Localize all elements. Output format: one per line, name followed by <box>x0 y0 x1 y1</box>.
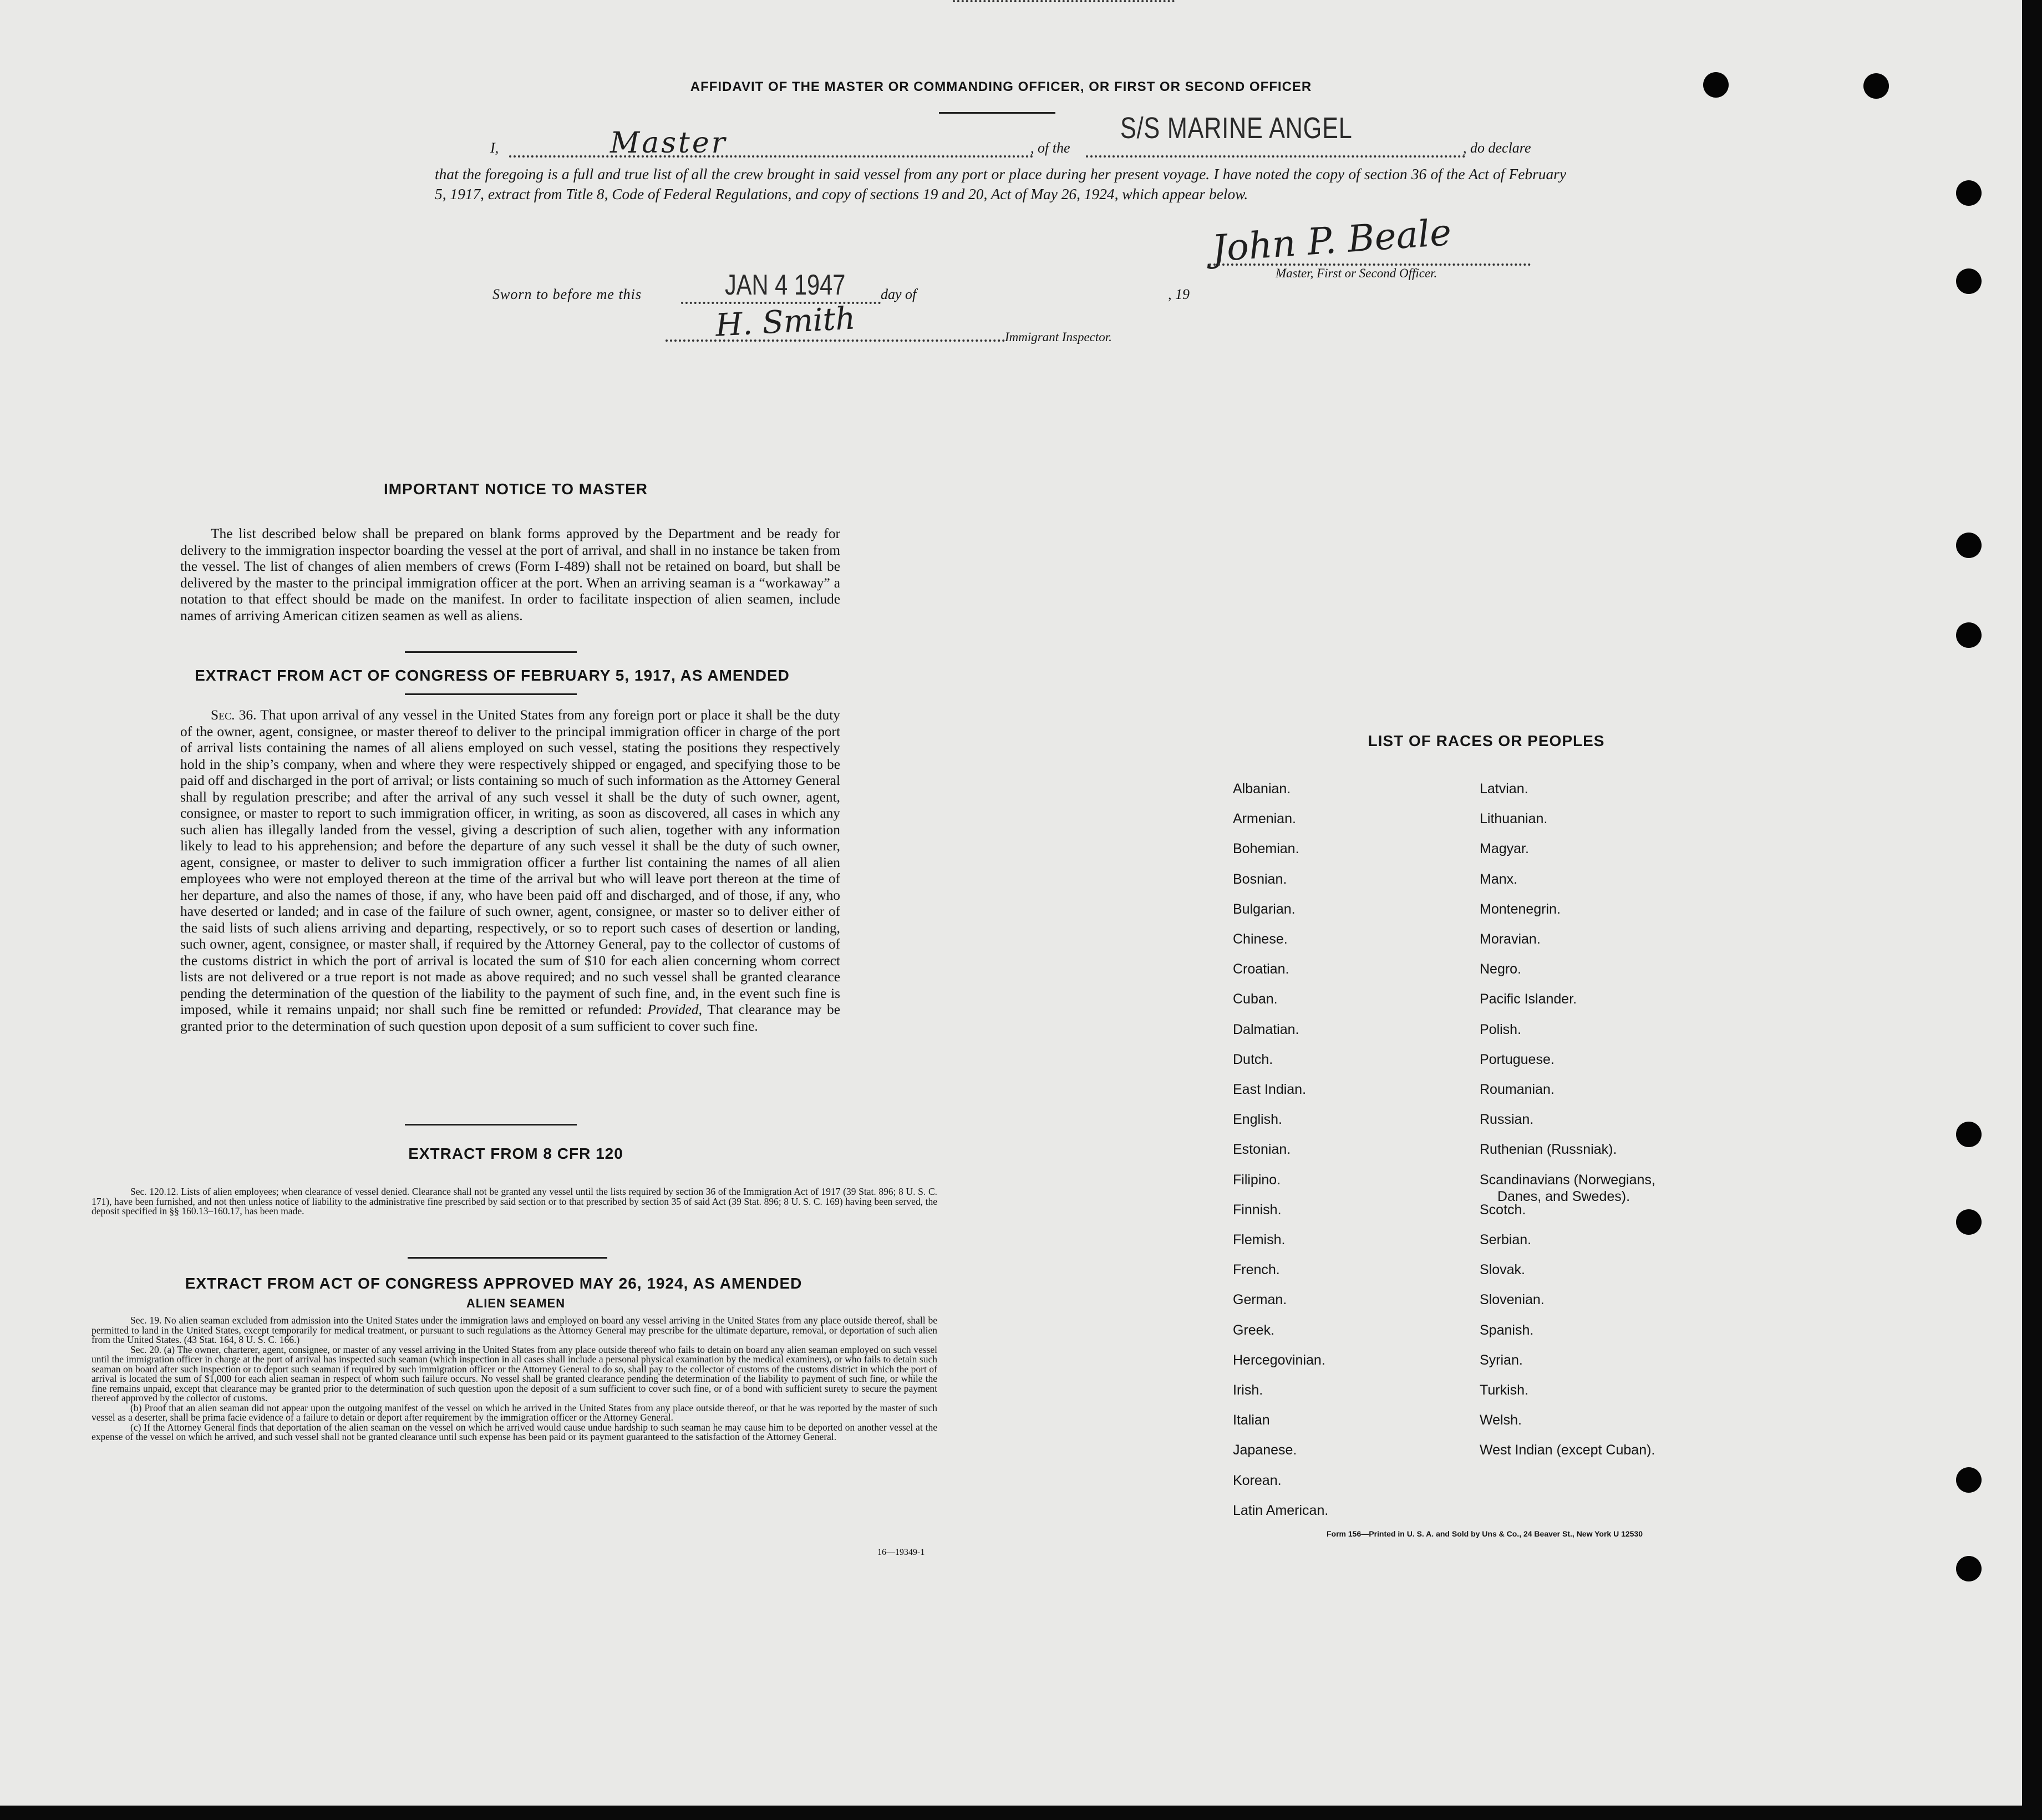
punch-hole-icon <box>1863 73 1889 99</box>
race-item: Ruthenian (Russniak). <box>1480 1142 1617 1158</box>
declare-label: , do declare <box>1463 140 1531 156</box>
race-item: French. <box>1233 1262 1280 1278</box>
inspector-signature: H. Smith <box>714 300 856 344</box>
date-stamp: JAN 4 1947 <box>725 269 846 301</box>
race-item: Cuban. <box>1233 991 1278 1007</box>
race-item: Spanish. <box>1480 1322 1534 1338</box>
race-item: Korean. <box>1233 1472 1282 1488</box>
race-item: West Indian (except Cuban). <box>1480 1442 1655 1458</box>
race-item: East Indian. <box>1233 1082 1307 1097</box>
sec-36-text-end: That clearance may be granted prior to the determination of such question upon deposit of a sum sufficient to cover such fine. <box>180 1002 840 1034</box>
punch-hole-icon <box>1956 533 1982 558</box>
race-item: Finnish. <box>1233 1201 1282 1218</box>
race-item: Russian. <box>1480 1112 1534 1128</box>
race-item: Scotch. <box>1480 1201 1526 1218</box>
race-item: Roumanian. <box>1480 1082 1555 1097</box>
race-item: Estonian. <box>1233 1142 1291 1158</box>
master-signature: John P. Beale <box>1210 211 1453 270</box>
punch-hole-icon <box>1956 180 1982 206</box>
extract-cfr-title: EXTRACT FROM 8 CFR 120 <box>408 1145 623 1162</box>
race-item: Flemish. <box>1233 1232 1286 1248</box>
race-item: Slovenian. <box>1480 1292 1545 1308</box>
affidavit-i-label: I, <box>490 140 499 156</box>
race-item: Latvian. <box>1480 781 1528 797</box>
punch-hole-icon <box>1956 1122 1982 1147</box>
year-prefix: , 19 <box>1168 286 1190 302</box>
extract-cfr-text: Sec. 120.12. Lists of alien employees; when clearance of vessel denied. Clearance shall not be granted any vessel until the lists required by section 36 of the Immigration Act of 1917 (39 Stat. 896; 8 U. S. C. 171), have been furnished, and not then unless notice of liability to the administrative fine prescribed by said section or to that prescribed by section 35 of said Act (39 Stat. 896; 8 U. S. C. 169) having been served, the deposit specified in §§ 160.13–160.17, has been made. <box>92 1186 937 1216</box>
signature-line <box>1209 263 1531 266</box>
sworn-label: Sworn to before me this <box>492 286 642 302</box>
sec-20b-text: (b) Proof that an alien seaman did not appear upon the outgoing manifest of the vessel on which he arrived in the United States from any place outside thereof, or that he was reported by the master of such vessel as a deserter, shall be prima facie evidence of a failure to detain or deport after requirement by the immigration officer or the Attorney General. <box>92 1402 937 1423</box>
notice-title: IMPORTANT NOTICE TO MASTER <box>383 480 648 498</box>
extract-1917-title: EXTRACT FROM ACT OF CONGRESS OF FEBRUARY 5, 1917, AS AMENDED <box>195 667 790 684</box>
race-item: Lithuanian. <box>1480 811 1548 827</box>
race-item: Pacific Islander. <box>1480 991 1577 1007</box>
race-item: Slovak. <box>1480 1262 1525 1278</box>
race-item: Irish. <box>1233 1382 1263 1398</box>
race-item: Danes, and Swedes). <box>1497 1188 1630 1204</box>
affidavit-title: AFFIDAVIT OF THE MASTER OR COMMANDING OFFICER, OR FIRST OR SECOND OFFICER <box>690 79 1312 94</box>
printer-imprint: Form 156—Printed in U. S. A. and Sold by Uns & Co., 24 Beaver St., New York U 12530 <box>1327 1529 1643 1538</box>
of-the-label: , of the <box>1030 140 1070 156</box>
extract-1917-text <box>180 707 840 1035</box>
punch-hole-icon <box>1956 268 1982 294</box>
punch-hole-icon <box>1956 1467 1982 1493</box>
vessel-line <box>1086 155 1465 158</box>
day-of-label: day of <box>881 286 917 302</box>
race-item: Greek. <box>1233 1322 1275 1338</box>
race-item: German. <box>1233 1292 1287 1308</box>
punch-hole-icon <box>1956 1209 1982 1235</box>
sec-36-label: Sec. 36. <box>211 707 257 723</box>
master-handwriting: Master <box>610 126 728 160</box>
vessel-name-stamp: S/S MARINE ANGEL <box>1120 111 1353 145</box>
race-item: Welsh. <box>1480 1412 1522 1428</box>
inspector-caption: Immigrant Inspector. <box>1005 330 1112 344</box>
race-item: Japanese. <box>1233 1442 1297 1458</box>
declaration-text: that the foregoing is a full and true list of all the crew brought in said vessel from any port or place during her present voyage. I have noted the copy of section 36 of the Act of February 5, 1917, extract from Title 8, Code of Federal Regulations, and copy of sections 19 and 20, Act of May 26, 1924, which appear below. <box>435 166 1566 202</box>
race-item: Italian <box>1233 1412 1270 1428</box>
notice-text: The list described below shall be prepared on blank forms approved by the Department and be ready for delivery to the immigration inspector boarding the vessel at the port of arrival, and shall in no instance be taken from the vessel. The list of changes of alien members of crews (Form I-489) shall not be retained on board, but shall be delivered by the master to the principal immigration officer at the port. When an arriving seaman is a “workaway” a notation to that effect should be made on the manifest. In order to facilitate inspection of alien seamen, include names of arriving American citizen seamen as well as aliens. <box>180 526 840 623</box>
signature-caption: Master, First or Second Officer. <box>1276 266 1437 280</box>
race-item: Syrian. <box>1480 1352 1523 1368</box>
punch-hole-icon <box>1956 622 1982 648</box>
divider <box>405 651 577 653</box>
race-item: Bulgarian. <box>1233 901 1296 917</box>
sec-36-text: That upon arrival of any vessel in the United States from any foreign port or place it shall be the duty of the owner, agent, consignee, or master thereof to deliver to the principal immigration officer in charge of the port of arrival lists containing the names of all aliens employed on such vessel, stating the positions they respectively hold in the ship’s company, when and where they were respectively shipped or engaged, and specifying those to be paid off and discharged in the port of arrival; or lists containing so much of such information as the Attorney General shall by regulation prescribe; and after the arrival of any such vessel it shall be the duty of such owner, agent, consignee, or master to report to such immigration officer, in writing, as soon as discovered, all cases in which any such alien has illegally landed from the vessel, giving a description of such alien, together with any information likely to lead to his apprehension; and before the departure of any such vessel it shall be the duty of such owner, agent, consignee, or master to deliver to such immigration officer a further list containing the names of all alien employees who were not employed thereon at the time of the arrival but who will leave port thereon at the time of her departure, and also the names of those, if any, who have been paid off and discharged, and of those, if any, who have deserted or landed; and in case of the failure of such owner, agent, consignee, or master so to deliver either of the said lists of such aliens arriving and departing, respectively, or so to report such cases of desertion or landing, such owner, agent, consignee, or master shall, if required by the Attorney General, pay to the collector of customs of the customs district in which the port of arrival is located the sum of $10 for each alien concerning whom correct lists are not delivered or a true report is not made as above required; and no such vessel shall be granted clearance pending the determination of the question of the liability to the payment of such fine, and, in the event such fine is imposed, while it remains unpaid; nor shall such fine be remitted or refunded: <box>180 707 840 1017</box>
race-item: Bosnian. <box>1233 871 1287 887</box>
extract-1924-body <box>92 1316 937 1442</box>
divider <box>405 693 577 695</box>
race-item: Serbian. <box>1480 1232 1532 1248</box>
month-line <box>953 0 1175 2</box>
race-item: Bohemian. <box>1233 841 1299 857</box>
race-item: Croatian. <box>1233 961 1289 977</box>
races-title: LIST OF RACES OR PEOPLES <box>1368 732 1605 749</box>
race-item: Turkish. <box>1480 1382 1528 1398</box>
extract-1924-title: EXTRACT FROM ACT OF CONGRESS APPROVED MAY 26, 1924, AS AMENDED <box>185 1275 802 1292</box>
race-item: Dalmatian. <box>1233 1021 1299 1037</box>
name-line <box>509 155 1033 158</box>
form-code: 16—19349-1 <box>877 1548 925 1557</box>
race-item: Albanian. <box>1233 781 1291 797</box>
race-item: English. <box>1233 1112 1282 1128</box>
race-item: Filipino. <box>1233 1172 1281 1188</box>
race-item: Hercegovinian. <box>1233 1352 1325 1368</box>
race-item: Manx. <box>1480 871 1518 887</box>
race-item: Latin American. <box>1233 1502 1329 1518</box>
inspector-line <box>666 339 1005 342</box>
punch-hole-icon <box>1703 72 1729 98</box>
race-item: Polish. <box>1480 1021 1522 1037</box>
alien-seamen-subtitle: ALIEN SEAMEN <box>466 1296 566 1310</box>
sec-20a-text: Sec. 20. (a) The owner, charterer, agent, consignee, or master of any vessel arriving in the United States from any place outside thereof who fails to detain on board any alien seaman employed on such vessel until the immigration officer in charge at the port of arrival has inspected such seaman (which inspection in all cases shall include a personal physical examination by the medical examiners), or who fails to detain such seaman on board after such inspection or to deport such seaman if required by such immigration officer or the Attorney General to do so, shall pay to the collector of customs of the customs district in which the port of arrival is located the sum of $1,000 for each alien seaman in respect of whom such failure occurs. No vessel shall be granted clearance pending the determination of the liability to payment of such fine, or while the fine remains unpaid, except that clearance may be granted prior to the determination of such question upon the deposit of a sum sufficient to cover such fine, or of a bond with sufficient surety to secure the payment thereof approved by the collector of customs. <box>92 1344 937 1403</box>
divider <box>939 112 1055 114</box>
race-item: Scandinavians (Norwegians, <box>1480 1172 1655 1188</box>
provided-italic: Provided, <box>647 1002 702 1017</box>
divider <box>408 1257 607 1259</box>
race-item: Negro. <box>1480 961 1522 977</box>
race-item: Armenian. <box>1233 811 1296 827</box>
race-item: Chinese. <box>1233 931 1288 947</box>
divider <box>405 1124 577 1126</box>
sec-19-text: Sec. 19. No alien seaman excluded from admission into the United States under the immigration laws and employed on board any vessel arriving in the United States from any place outside thereof, shall be permitted to land in the United States, except temporarily for medical treatment, or pursuant to such regulations as the Attorney General may prescribe for the ultimate departure, removal, or deportation of such alien from the United States. (43 Stat. 164, 8 U. S. C. 166.) <box>92 1315 937 1345</box>
race-item: Magyar. <box>1480 841 1529 857</box>
race-item: Moravian. <box>1480 931 1541 947</box>
race-item: Montenegrin. <box>1480 901 1561 917</box>
punch-hole-icon <box>1956 1556 1982 1581</box>
race-item: Portuguese. <box>1480 1051 1555 1067</box>
sec-20c-text: (c) If the Attorney General finds that deportation of the alien seaman on the vessel on which he arrived would cause undue hardship to such seaman he may cause him to be deported on another vessel at the expense of the vessel on which he arrived, and such vessel shall not be granted clearance until such expense has been paid or its payment guaranteed to the satisfaction of the Attorney General. <box>92 1421 937 1442</box>
race-item: Dutch. <box>1233 1051 1273 1067</box>
